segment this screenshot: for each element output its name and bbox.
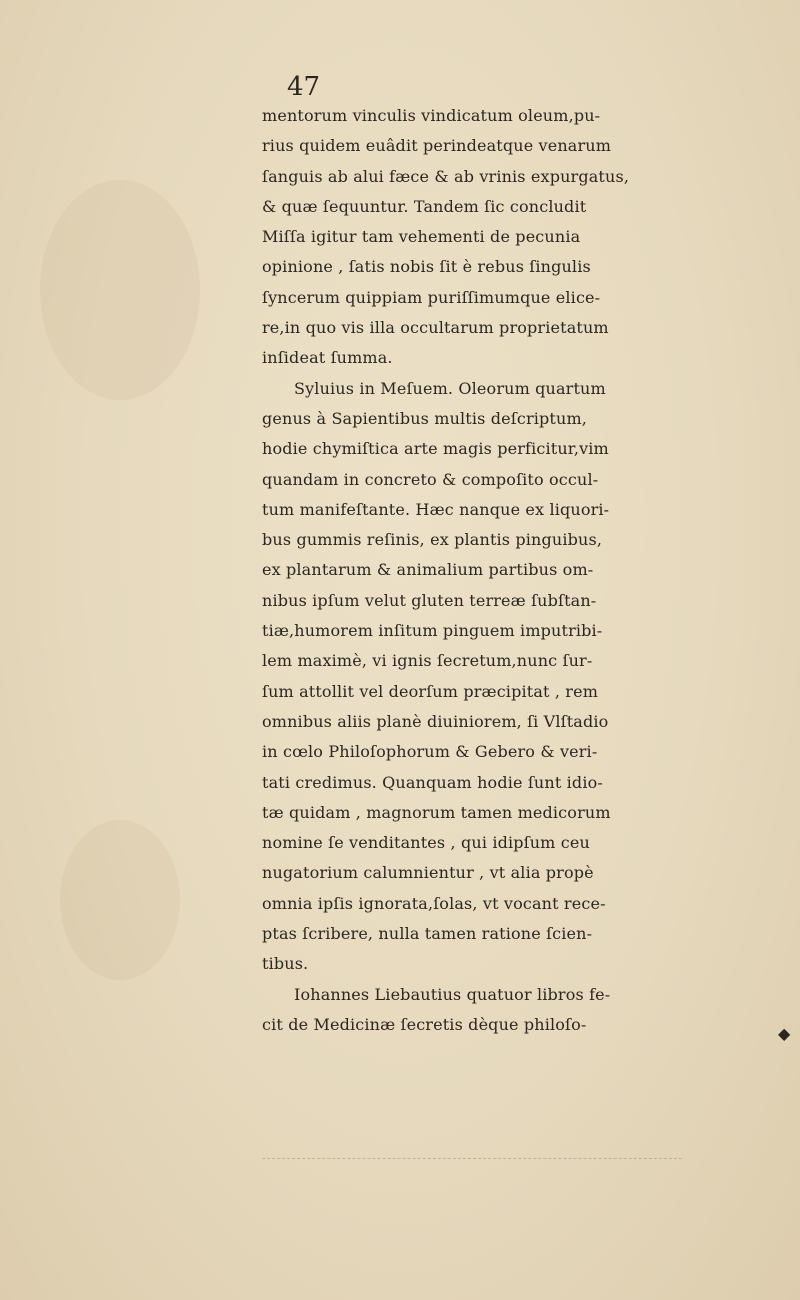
text-line: lem maximè, vi ignis ſecretum,nunc ſur- xyxy=(262,651,593,671)
body-text xyxy=(262,101,800,1040)
paper-stain xyxy=(60,820,180,980)
text-line: ptas ſcribere, nulla tamen ratione ſcien- xyxy=(262,924,593,944)
text-line: Syluius in Meſuem. Oleorum quartum xyxy=(294,378,606,398)
text-line: mentorum vinculis vindicatum oleum,pu- xyxy=(262,106,601,125)
text-line: nomine ſe venditantes , qui idipſum ceu xyxy=(262,833,590,853)
text-line: nibus ipſum velut gluten terreæ ſubſtan- xyxy=(262,590,597,610)
text-line: omnia ipſis ignorata,ſolas, vt vocant rece- xyxy=(262,893,606,913)
text-line: ex plantarum & animalium partibus om- xyxy=(262,560,594,580)
text-line: omnibus aliis planè diuiniorem, ſi Vlſtadio xyxy=(262,711,609,731)
text-line: bus gummis reſinis, ex plantis pinguibus, xyxy=(262,530,603,550)
paper-stain xyxy=(40,180,200,400)
text-line: hodie chymiſtica arte magis perficitur,vim xyxy=(262,439,609,459)
text-line: tati credimus. Quanquam hodie ſunt idio- xyxy=(262,772,603,792)
page-number: 47 xyxy=(287,72,321,102)
text-line: nugatorium calumnientur , vt alia propè xyxy=(262,863,594,883)
text-line: tiæ,humorem inſitum pinguem imputribi- xyxy=(262,621,603,641)
text-line: & quæ ſequuntur. Tandem ſic concludit xyxy=(262,196,587,216)
text-line: genus à Sapientibus multis deſcriptum, xyxy=(262,408,587,428)
text-line: cit de Medicinæ ſecretis dèque philoſo- xyxy=(262,1014,587,1034)
ink-fleck: ◆ xyxy=(778,1024,791,1043)
text-line: quandam in concreto & compoſito occul- xyxy=(262,469,599,489)
text-line: ſanguis ab alui fæce & ab vrinis expurgatus, xyxy=(262,166,630,186)
text-line: inſideat ſumma. xyxy=(262,348,393,368)
bottom-rule xyxy=(262,1158,682,1160)
text-line: tibus. xyxy=(262,954,309,974)
text-line: ſyncerum quippiam puriſſimumque elice- xyxy=(262,287,601,307)
text-line: ſum attollit vel deorſum præcipitat , rem xyxy=(262,681,599,701)
text-line: Iohannes Liebautius quatuor libros fe- xyxy=(294,984,611,1004)
text-line: in cœlo Philoſophorum & Gebero & veri- xyxy=(262,742,598,762)
text-line: tum manifeſtante. Hæc nanque ex liquori- xyxy=(262,499,610,519)
text-line: re,in quo vis illa occultarum proprietatum xyxy=(262,318,609,338)
text-line: rius quidem euâdit perindeatque venarum xyxy=(262,136,612,156)
text-line: opinione , ſatis nobis ſit è rebus ſingulis xyxy=(262,257,591,277)
text-line: Miſſa igitur tam vehementi de pecunia xyxy=(262,227,581,247)
text-line: tæ quidam , magnorum tamen medicorum xyxy=(262,802,611,822)
